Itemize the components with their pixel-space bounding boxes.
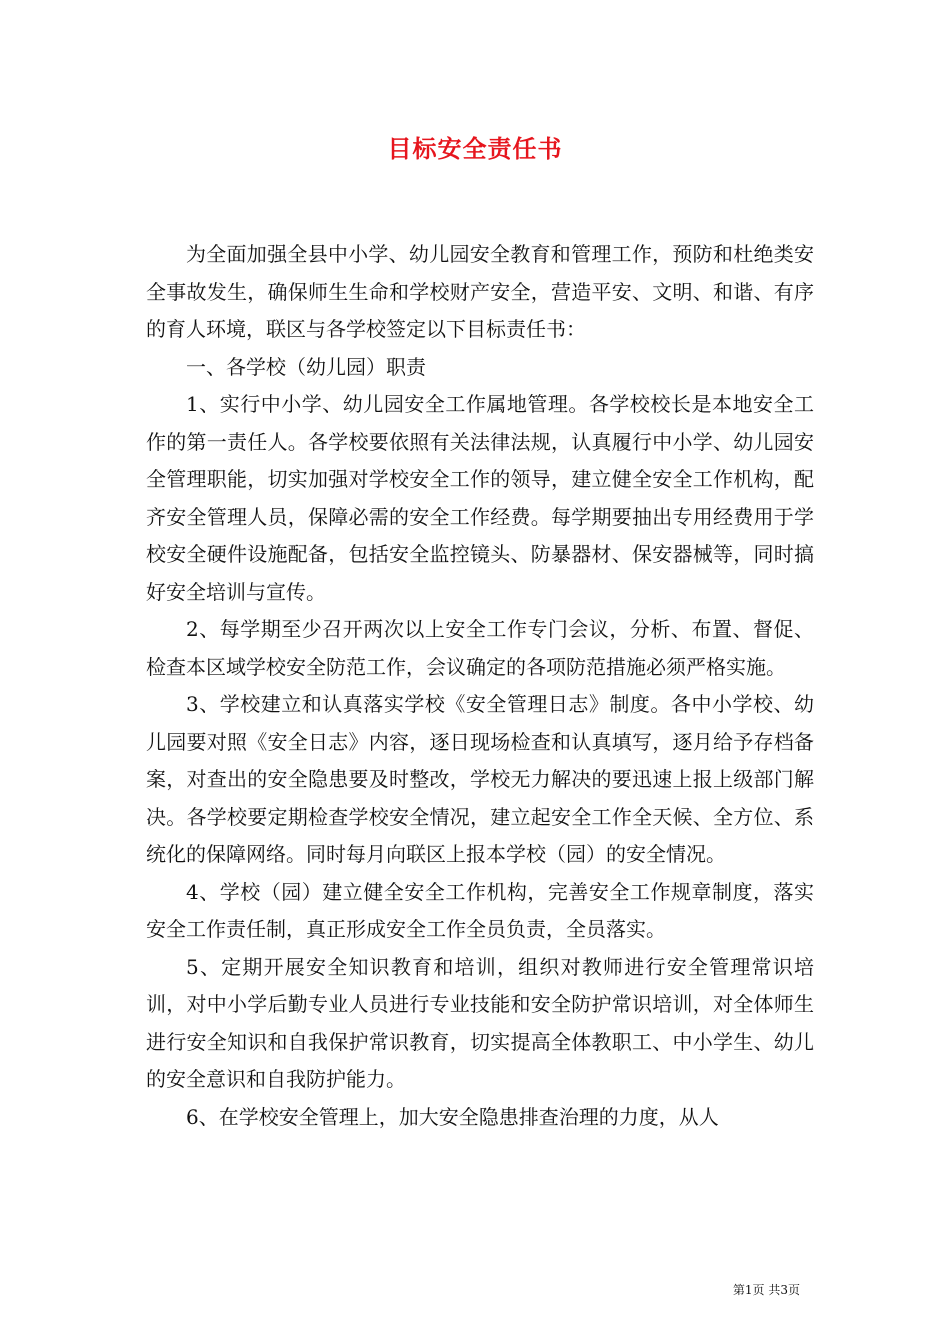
- clause-4: 4、学校（园）建立健全安全工作机构，完善安全工作规章制度，落实安全工作责任制，真正形成安全工作全员负责，全员落实。: [146, 879, 814, 941]
- section-heading: 一、各学校（幼儿园）职责: [186, 354, 426, 379]
- document-body: [146, 236, 814, 1136]
- document-title: 目标安全责任书: [387, 134, 563, 163]
- page-number: 第1页 共3页: [732, 1283, 800, 1297]
- clause-2: 2、每学期至少召开两次以上安全工作专门会议，分析、布置、督促、检查本区域学校安全防范工作，会议确定的各项防范措施必须严格实施。: [146, 617, 814, 679]
- clause-6: 6、在学校安全管理上，加大安全隐患排查治理的力度，从人: [186, 1104, 719, 1129]
- intro-paragraph: 为全面加强全县中小学、幼儿园安全教育和管理工作，预防和杜绝类安全事故发生，确保师生生命和学校财产安全，营造平安、文明、和谐、有序的育人环境，联区与各学校签定以下目标责任书：: [146, 242, 814, 341]
- clause-1: 1、实行中小学、幼儿园安全工作属地管理。各学校校长是本地安全工作的第一责任人。各学校要依照有关法律法规，认真履行中小学、幼儿园安全管理职能，切实加强对学校安全工作的领导，建立健全安全工作机构，配齐安全管理人员，保障必需的安全工作经费。每学期要抽出专用经费用于学校安全硬件设施配备，包括安全监控镜头、防暴器材、保安器械等，同时搞好安全培训与宣传。: [146, 392, 814, 604]
- clause-3: 3、学校建立和认真落实学校《安全管理日志》制度。各中小学校、幼儿园要对照《安全日志》内容，逐日现场检查和认真填写，逐月给予存档备案，对查出的安全隐患要及时整改，学校无力解决的要迅速上报上级部门解决。各学校要定期检查学校安全情况，建立起安全工作全天候、全方位、系统化的保障网络。同时每月向联区上报本学校（园）的安全情况。: [146, 692, 814, 866]
- clause-5: 5、定期开展安全知识教育和培训，组织对教师进行安全管理常识培训，对中小学后勤专业人员进行专业技能和安全防护常识培训，对全体师生进行安全知识和自我保护常识教育，切实提高全体教职工、中小学生、幼儿的安全意识和自我防护能力。: [146, 954, 814, 1091]
